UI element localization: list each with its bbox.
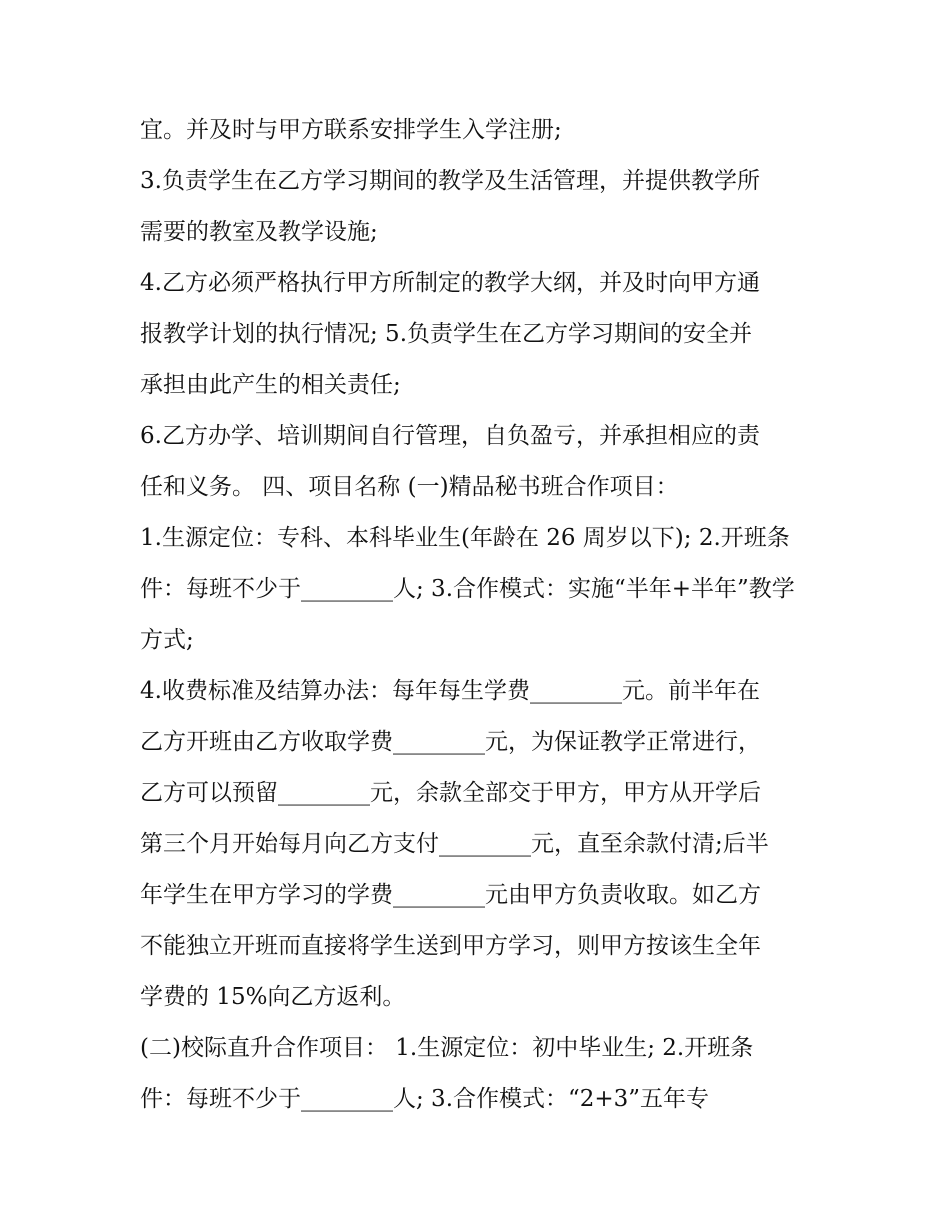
- text-line: 第三个月开始每月向乙方支付________元，直至余款付清;后半: [140, 831, 769, 857]
- text-line: (二)校际直升合作项目： 1.生源定位：初中毕业生; 2.开班条: [140, 1035, 754, 1061]
- text-line: 件：每班不少于________人; 3.合作模式：“2+3”五年专: [140, 1086, 710, 1112]
- text-line: 3.负责学生在乙方学习期间的教学及生活管理，并提供教学所: [140, 168, 760, 194]
- text-line: 宜。并及时与甲方联系安排学生入学注册;: [140, 117, 562, 143]
- text-line: 乙方可以预留________元，余款全部交于甲方，甲方从开学后: [140, 780, 761, 806]
- text-line: 乙方开班由乙方收取学费________元，为保证教学正常进行，: [140, 729, 761, 755]
- text-line: 需要的教室及教学设施;: [140, 219, 378, 245]
- text-line: 1.生源定位：专科、本科毕业生(年龄在 26 周岁以下); 2.开班条: [140, 525, 790, 551]
- text-line: 承担由此产生的相关责任;: [140, 372, 401, 398]
- text-line: 报教学计划的执行情况; 5.负责学生在乙方学习期间的安全并: [140, 321, 753, 347]
- text-line: 不能独立开班而直接将学生送到甲方学习，则甲方按该生全年: [140, 933, 761, 959]
- text-line: 件：每班不少于________人; 3.合作模式：实施“半年+半年”教学: [140, 576, 795, 602]
- text-line: 4.收费标准及结算办法：每年每生学费________元。前半年在: [140, 678, 760, 704]
- text-line: 年学生在甲方学习的学费________元由甲方负责收取。如乙方: [140, 882, 761, 908]
- text-line: 4.乙方必须严格执行甲方所制定的教学大纲，并及时向甲方通: [140, 270, 760, 296]
- text-line: 6.乙方办学、培训期间自行管理，自负盈亏，并承担相应的责: [140, 423, 760, 449]
- text-line: 学费的 15%向乙方返利。: [140, 984, 406, 1010]
- text-line: 任和义务。 四、项目名称 (一)精品秘书班合作项目：: [140, 474, 679, 500]
- text-line: 方式;: [140, 627, 194, 653]
